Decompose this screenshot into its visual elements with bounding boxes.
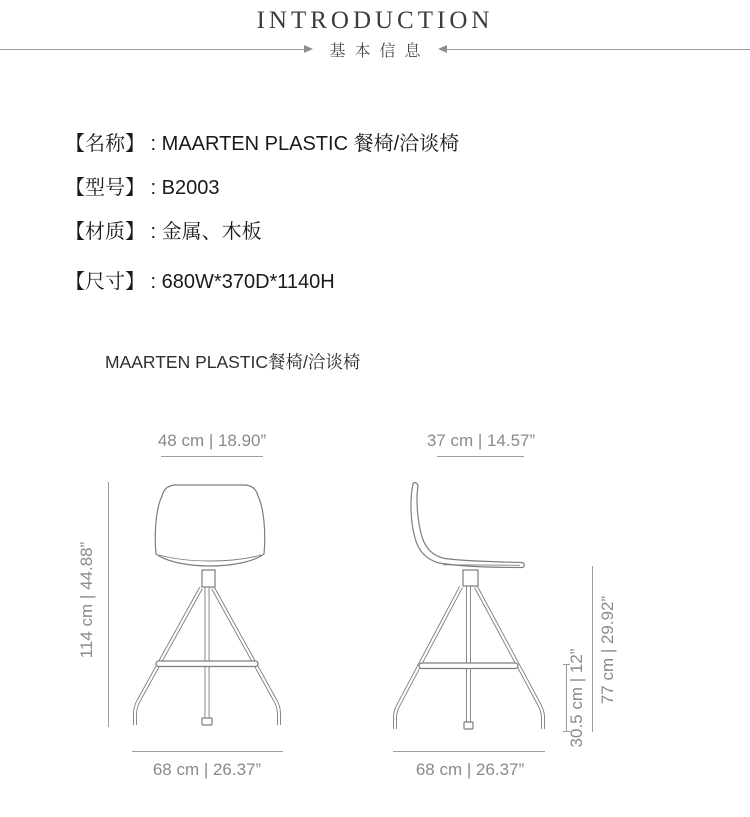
chair-seat-shell bbox=[155, 485, 265, 566]
spec-separator: : bbox=[145, 221, 162, 243]
spec-label: 【材质】 bbox=[65, 221, 145, 243]
dim-line bbox=[393, 751, 545, 752]
dim-line bbox=[132, 751, 283, 752]
spec-separator: : bbox=[145, 271, 162, 293]
spec-value: B2003 bbox=[161, 177, 220, 199]
spec-row-model bbox=[65, 176, 220, 200]
section-subtitle: 基本信息 bbox=[329, 42, 430, 60]
dim-front-top-width: 48 cm | 18.90” bbox=[157, 431, 267, 450]
dim-side-footrest-height: 30.5 cm | 12” bbox=[567, 648, 586, 748]
chair-shell-profile bbox=[411, 483, 524, 568]
diagram-caption: MAARTEN PLASTIC餐椅/洽谈椅 bbox=[105, 352, 361, 372]
section-divider bbox=[0, 40, 750, 58]
dim-side-seat-height: 77 cm | 29.92” bbox=[598, 595, 617, 705]
dim-front-base-width: 68 cm | 26.37” bbox=[152, 760, 262, 779]
chair-side-legs bbox=[395, 586, 543, 729]
arrow-left-icon bbox=[438, 45, 447, 53]
spec-row-material bbox=[65, 220, 262, 244]
chair-front-view-drawing bbox=[122, 482, 292, 732]
chair-swivel-collar bbox=[202, 570, 215, 587]
spec-label: 【名称】 bbox=[65, 133, 145, 155]
spec-label: 【型号】 bbox=[65, 177, 145, 199]
dim-side-top-depth: 37 cm | 14.57” bbox=[426, 431, 536, 450]
chair-footrest bbox=[156, 661, 258, 667]
dim-line bbox=[437, 456, 524, 457]
dim-side-base-width: 68 cm | 26.37” bbox=[415, 760, 525, 779]
dim-front-total-height: 114 cm | 44.88” bbox=[77, 541, 96, 659]
spec-value: MAARTEN PLASTIC 餐椅/洽谈椅 bbox=[161, 133, 460, 155]
spec-row-name bbox=[65, 132, 459, 156]
page-title: INTRODUCTION bbox=[256, 7, 494, 34]
spec-row-size bbox=[65, 270, 335, 294]
spec-value: 金属、木板 bbox=[161, 221, 262, 243]
spec-separator: : bbox=[145, 177, 162, 199]
spec-value: 680W*370D*1140H bbox=[161, 271, 335, 293]
chair-swivel-collar bbox=[463, 570, 478, 586]
dim-line bbox=[592, 566, 593, 732]
chair-side-view-drawing bbox=[385, 480, 555, 735]
spec-separator: : bbox=[145, 133, 162, 155]
arrow-right-icon bbox=[304, 45, 313, 53]
dim-line bbox=[108, 482, 109, 727]
chair-footrest bbox=[419, 663, 518, 669]
chair-front-legs bbox=[135, 586, 279, 725]
divider-line-left bbox=[0, 49, 304, 50]
divider-line-right bbox=[447, 49, 750, 50]
spec-label: 【尺寸】 bbox=[65, 271, 145, 293]
dim-line bbox=[161, 456, 263, 457]
